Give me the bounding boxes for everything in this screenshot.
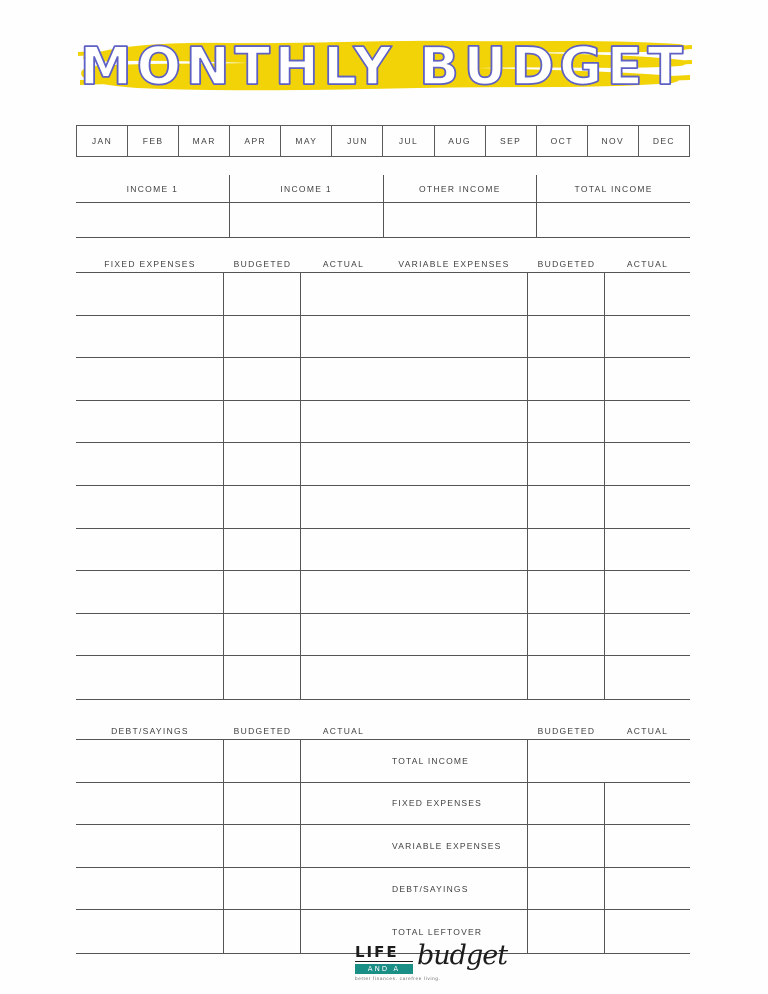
- fixed-expense-name[interactable]: [76, 486, 224, 528]
- summary-header-actual: ACTUAL: [626, 726, 669, 736]
- summary-actual-variable-expenses[interactable]: [605, 825, 690, 867]
- fixed-expense-budgeted[interactable]: [224, 656, 301, 699]
- fixed-expense-actual[interactable]: [301, 401, 386, 443]
- table-row: [76, 316, 386, 359]
- logo-tagline: better finances. carefree living.: [355, 976, 441, 981]
- summary-label-total-leftover: TOTAL LEFTOVER: [392, 926, 483, 937]
- logo-and-a-badge: AND A: [355, 964, 413, 974]
- table-row: [76, 656, 386, 699]
- table-row: [76, 358, 386, 401]
- debt-savings-budgeted[interactable]: [224, 783, 301, 825]
- table-row: [380, 401, 690, 444]
- table-row: [76, 273, 386, 316]
- variable-expense-name[interactable]: [380, 316, 528, 358]
- variable-expenses-header-label: VARIABLE EXPENSES: [398, 259, 510, 269]
- variable-expense-budgeted[interactable]: [528, 614, 605, 656]
- table-row: [76, 825, 386, 868]
- variable-expense-budgeted[interactable]: [528, 443, 605, 485]
- summary-budgeted-fixed-expenses[interactable]: [528, 783, 605, 825]
- month-tab-jun[interactable]: JUN: [332, 126, 383, 156]
- fixed-expenses-header-label: FIXED EXPENSES: [104, 259, 196, 269]
- fixed-expense-name[interactable]: [76, 443, 224, 485]
- summary-row-fixed-expenses: [380, 783, 690, 826]
- fixed-expense-actual[interactable]: [301, 656, 386, 699]
- variable-expense-budgeted[interactable]: [528, 486, 605, 528]
- table-row: [380, 316, 690, 359]
- table-row: [380, 273, 690, 316]
- summary-header-budgeted: BUDGETED: [537, 726, 596, 736]
- table-row: [380, 614, 690, 657]
- table-row: [76, 783, 386, 826]
- variable-expense-budgeted[interactable]: [528, 571, 605, 613]
- variable-expense-actual[interactable]: [605, 529, 690, 571]
- variable-expense-name[interactable]: [380, 571, 528, 613]
- fixed-expense-name[interactable]: [76, 273, 224, 315]
- fixed-expense-budgeted[interactable]: [224, 273, 301, 315]
- fixed-expense-name[interactable]: [76, 316, 224, 358]
- fixed-expense-name[interactable]: [76, 529, 224, 571]
- variable-expense-budgeted[interactable]: [528, 401, 605, 443]
- debt-savings-budgeted[interactable]: [224, 740, 301, 782]
- table-row: [380, 571, 690, 614]
- table-row: [76, 614, 386, 657]
- variable-expense-actual[interactable]: [605, 443, 690, 485]
- fixed-expense-actual[interactable]: [301, 358, 386, 400]
- variable-expense-name[interactable]: [380, 529, 528, 571]
- month-tab-apr[interactable]: APR: [230, 126, 281, 156]
- debt-savings-budgeted[interactable]: [224, 868, 301, 910]
- logo-lockup: [355, 940, 508, 981]
- variable-expense-budgeted[interactable]: [528, 273, 605, 315]
- table-row: [76, 529, 386, 572]
- variable-expense-actual[interactable]: [605, 401, 690, 443]
- debt-savings-header-label: DEBT/SAYINGS: [111, 726, 189, 736]
- variable-expense-budgeted[interactable]: [528, 316, 605, 358]
- summary-row-total-income: [380, 740, 690, 783]
- footer-logo: [0, 940, 768, 981]
- variable-expense-budgeted[interactable]: [528, 529, 605, 571]
- summary-row-debt-savings: [380, 868, 690, 911]
- variable-expense-actual[interactable]: [605, 316, 690, 358]
- variable-expenses-header-row: [380, 250, 690, 272]
- fixed-expenses-header-budgeted: BUDGETED: [233, 259, 292, 269]
- month-tab-oct[interactable]: OCT: [537, 126, 588, 156]
- month-tab-mar[interactable]: MAR: [179, 126, 230, 156]
- variable-expense-name[interactable]: [380, 401, 528, 443]
- summary-rows: [380, 739, 690, 954]
- month-tab-dec[interactable]: DEC: [652, 136, 675, 146]
- summary-table: [380, 717, 690, 954]
- income-section: [76, 175, 690, 238]
- logo-budget-script: budget: [417, 940, 508, 971]
- table-row: [76, 868, 386, 911]
- variable-expense-name[interactable]: [380, 656, 528, 699]
- table-row: [380, 358, 690, 401]
- debt-savings-budgeted[interactable]: [224, 825, 301, 867]
- fixed-expense-actual[interactable]: [301, 273, 386, 315]
- month-tab-sep[interactable]: SEP: [486, 126, 537, 156]
- variable-expense-actual[interactable]: [605, 486, 690, 528]
- summary-actual-debt-savings[interactable]: [605, 868, 690, 910]
- month-tab-jan[interactable]: JAN: [77, 126, 128, 156]
- income-header-1: INCOME 1: [76, 175, 230, 202]
- income-header-total: TOTAL INCOME: [574, 183, 653, 194]
- summary-label-debt-savings: DEBT/SAYINGS: [392, 883, 469, 894]
- fixed-expense-budgeted[interactable]: [224, 486, 301, 528]
- income-value-1[interactable]: [76, 203, 230, 237]
- fixed-expense-actual[interactable]: [301, 486, 386, 528]
- table-row: [76, 401, 386, 444]
- fixed-expense-actual[interactable]: [301, 571, 386, 613]
- fixed-expense-budgeted[interactable]: [224, 571, 301, 613]
- debt-savings-rows: [76, 739, 386, 954]
- debt-savings-name[interactable]: [76, 783, 224, 825]
- income-value-total[interactable]: [537, 203, 690, 237]
- table-row: [380, 486, 690, 529]
- table-row: [380, 443, 690, 486]
- fixed-expense-actual[interactable]: [301, 529, 386, 571]
- summary-label-total-income: TOTAL INCOME: [392, 755, 470, 766]
- variable-expense-name[interactable]: [380, 486, 528, 528]
- variable-expense-actual[interactable]: [605, 358, 690, 400]
- fixed-expenses-rows: [76, 272, 386, 700]
- income-value-other[interactable]: [384, 203, 538, 237]
- month-tab-feb[interactable]: FEB: [128, 126, 179, 156]
- variable-expense-name[interactable]: [380, 614, 528, 656]
- summary-row-variable-expenses: [380, 825, 690, 868]
- fixed-expense-budgeted[interactable]: [224, 358, 301, 400]
- month-tab-may[interactable]: MAY: [281, 126, 332, 156]
- table-row: [76, 571, 386, 614]
- summary-actual-total-income[interactable]: [605, 740, 690, 782]
- fixed-expense-actual[interactable]: [301, 443, 386, 485]
- table-row: [76, 486, 386, 529]
- table-row: [76, 443, 386, 486]
- income-header-other: OTHER INCOME: [384, 175, 538, 202]
- debt-savings-name[interactable]: [76, 825, 224, 867]
- summary-label-fixed-expenses: FIXED EXPENSES: [392, 798, 483, 809]
- fixed-expense-budgeted[interactable]: [224, 443, 301, 485]
- fixed-expenses-header-row: [76, 250, 386, 272]
- month-selector[interactable]: [76, 125, 690, 157]
- summary-budgeted-debt-savings[interactable]: [528, 868, 605, 910]
- variable-expense-budgeted[interactable]: [528, 656, 605, 699]
- variable-expense-name[interactable]: [380, 273, 528, 315]
- fixed-expense-name[interactable]: [76, 614, 224, 656]
- debt-savings-header-budgeted: BUDGETED: [233, 726, 292, 736]
- income-value-row: [76, 203, 690, 238]
- fixed-expense-actual[interactable]: [301, 614, 386, 656]
- summary-header-label: [380, 736, 528, 739]
- table-row: [76, 740, 386, 783]
- month-tab-jul[interactable]: JUL: [383, 126, 434, 156]
- summary-actual-fixed-expenses[interactable]: [605, 783, 690, 825]
- month-tab-nov[interactable]: NOV: [588, 126, 639, 156]
- fixed-expense-budgeted[interactable]: [224, 316, 301, 358]
- fixed-expenses-header-actual: ACTUAL: [322, 259, 365, 269]
- variable-expense-actual[interactable]: [605, 273, 690, 315]
- fixed-expense-name[interactable]: [76, 656, 224, 699]
- fixed-expense-actual[interactable]: [301, 316, 386, 358]
- fixed-expense-budgeted[interactable]: [224, 529, 301, 571]
- income-value-2[interactable]: [230, 203, 384, 237]
- debt-savings-name[interactable]: [76, 740, 224, 782]
- summary-label-variable-expenses: VARIABLE EXPENSES: [392, 840, 502, 851]
- summary-budgeted-variable-expenses[interactable]: [528, 825, 605, 867]
- fixed-expenses-table: [76, 250, 386, 700]
- fixed-expense-budgeted[interactable]: [224, 401, 301, 443]
- table-row: [380, 529, 690, 572]
- table-row: [380, 656, 690, 699]
- variable-expense-name[interactable]: [380, 443, 528, 485]
- variable-expenses-header-actual: ACTUAL: [626, 259, 669, 269]
- logo-life-text: LIFE: [355, 945, 413, 962]
- variable-expenses-header-budgeted: BUDGETED: [537, 259, 596, 269]
- income-header-2: INCOME 1: [230, 175, 384, 202]
- debt-savings-actual[interactable]: [301, 825, 386, 867]
- debt-savings-actual[interactable]: [301, 740, 386, 782]
- variable-expense-actual[interactable]: [605, 656, 690, 699]
- page-title: MONTHLY BUDGET: [80, 37, 688, 97]
- fixed-expense-name[interactable]: [76, 571, 224, 613]
- month-tab-aug[interactable]: AUG: [435, 126, 486, 156]
- debt-savings-actual[interactable]: [301, 783, 386, 825]
- variable-expense-actual[interactable]: [605, 571, 690, 613]
- variable-expenses-table: [380, 250, 690, 700]
- summary-budgeted-total-income[interactable]: [528, 740, 605, 782]
- variable-expense-actual[interactable]: [605, 614, 690, 656]
- variable-expense-budgeted[interactable]: [528, 358, 605, 400]
- variable-expense-name[interactable]: [380, 358, 528, 400]
- debt-savings-header-row: [76, 717, 386, 739]
- fixed-expense-name[interactable]: [76, 358, 224, 400]
- debt-savings-header-actual: ACTUAL: [322, 726, 365, 736]
- debt-savings-name[interactable]: [76, 868, 224, 910]
- variable-expenses-rows: [380, 272, 690, 700]
- fixed-expense-name[interactable]: [76, 401, 224, 443]
- debt-savings-actual[interactable]: [301, 868, 386, 910]
- summary-header-row: [380, 717, 690, 739]
- income-header-row: [76, 175, 690, 203]
- debt-savings-table: [76, 717, 386, 954]
- page-title-area: [0, 24, 768, 116]
- fixed-expense-budgeted[interactable]: [224, 614, 301, 656]
